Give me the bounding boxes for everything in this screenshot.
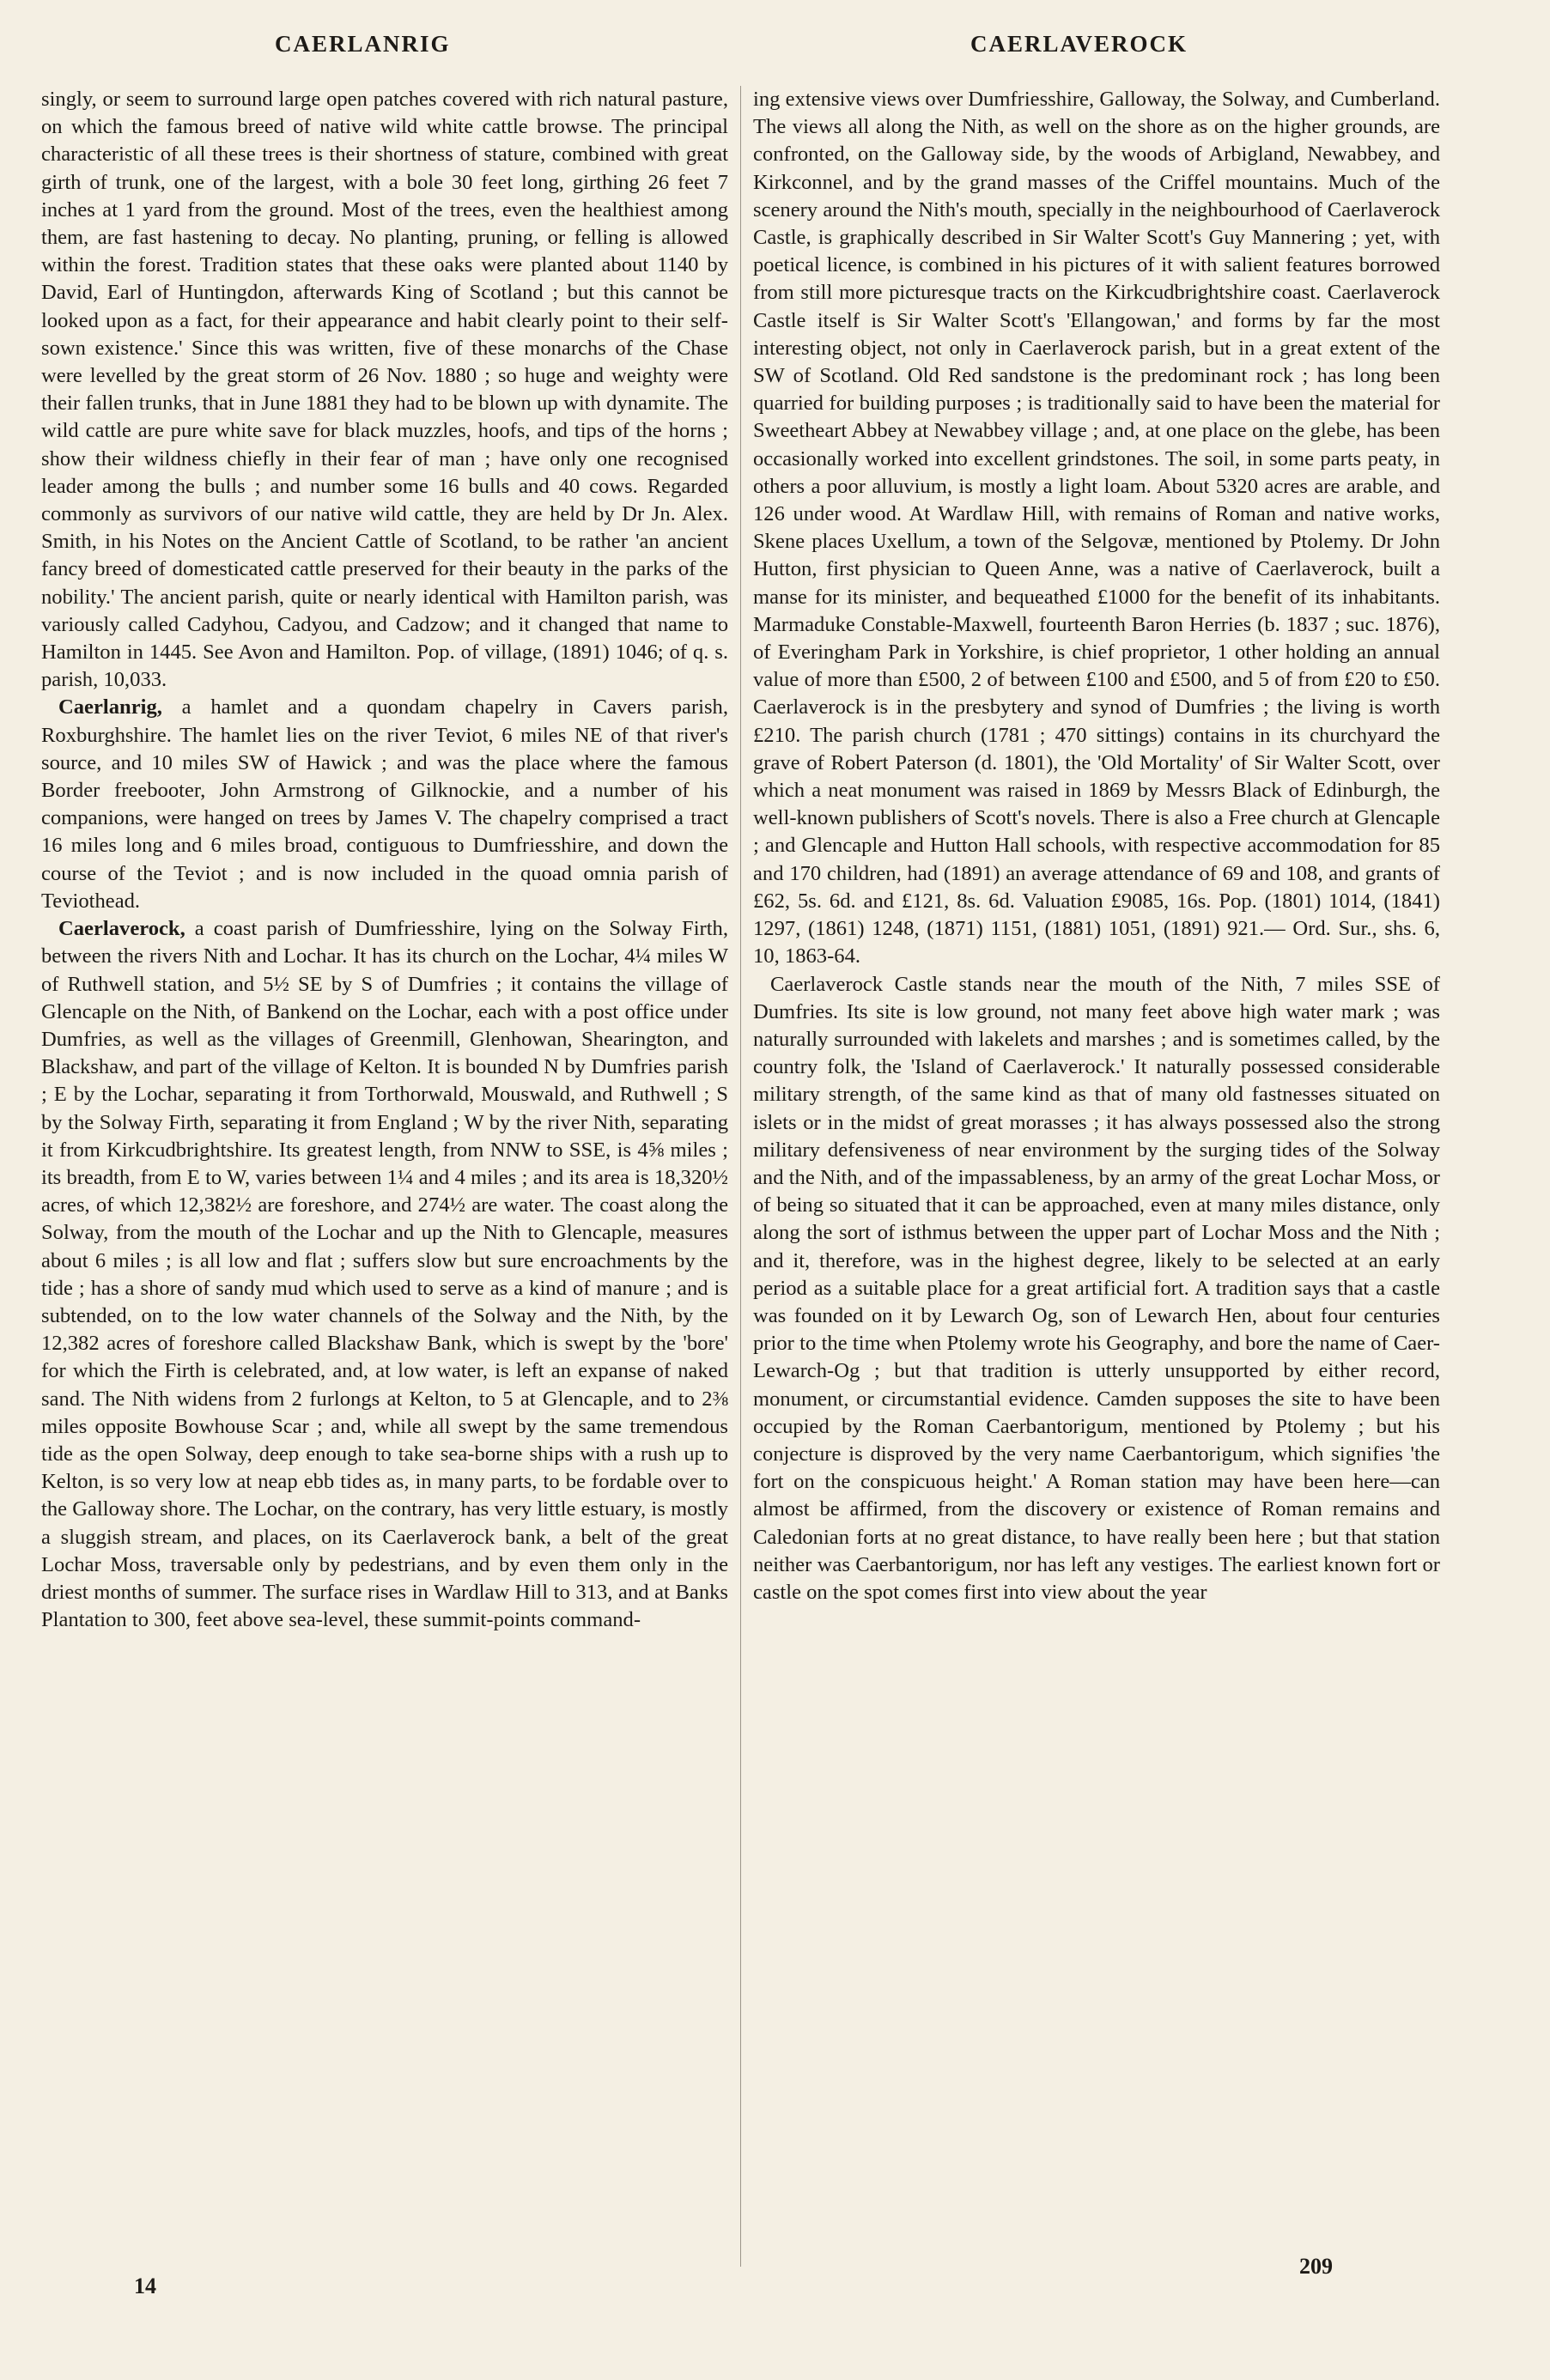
right-column (753, 86, 1440, 1606)
entry-text: a hamlet and a quondam chapelry in Cavers parish, Roxburghshire. The hamlet lies on the river Teviot, 6 miles NE of that river's source, and 10 miles SW of Hawick ; and was the place where the famous Border freebooter, John Armstrong of Gilknockie, and a number of his companions, were hanged on trees by James V. The chapelry comprised a tract 16 miles long and 6 miles broad, contiguous to Dumfriesshire, and down the course of the Teviot ; and is now included in the quoad omnia parish of Teviothead. (41, 695, 728, 913)
entry-headword: Caerlanrig, (58, 695, 162, 719)
entry-caerlanrig (41, 694, 728, 915)
left-column (41, 86, 728, 1634)
signature-mark: 14 (134, 2274, 156, 2298)
running-head-left: CAERLANRIG (275, 31, 451, 57)
paragraph: singly, or seem to surround large open patches covered with rich natural pasture, on which the famous breed of native wild white cattle browse. The principal characteristic of all these trees is their shortness of stature, combined with great girth of trunk, one of the largest, with a bole 30 feet long, girthing 26 feet 7 inches at 1 yard from the ground. Most of the trees, even the healthiest among them, are fast hastening to decay. No planting, pruning, or felling is allowed within the forest. Tradition states that these oaks were planted about 1140 by David, Earl of Huntingdon, afterwards King of Scotland ; but this cannot be looked upon as a fact, for their appearance and habit clearly point to their self-sown existence.' Since this was written, five of these monarchs of the Chase were levelled by the great storm of 26 Nov. 1880 ; so huge and weighty were their fallen trunks, that in June 1881 they had to be blown up with dynamite. The wild cattle are pure white save for black muzzles, hoofs, and tips of the horns ; show their wildness chiefly in their fear of man ; have only one recognised leader among the bulls ; and number some 16 bulls and 40 cows. Regarded commonly as survivors of our native wild cattle, they are held by Dr Jn. Alex. Smith, in his Notes on the Ancient Cattle of Scotland, to be rather 'an ancient fancy breed of domesticated cattle preserved for their beauty in the parks of the nobility.' The ancient parish, quite or nearly identical with Hamilton parish, was variously called Cadyhou, Cadyou, and Cadzow; and it changed that name to Hamilton in 1445. See Avon and Hamilton. Pop. of village, (1891) 1046; of q. s. parish, 10,033. (41, 88, 728, 692)
entry-text: a coast parish of Dumfriesshire, lying on the Solway Firth, between the rivers Nith and Lochar. It has its church on the Lochar, 4¼ miles W of Ruthwell station, and 5½ SE by S of Dumfries ; it contains the village of Glencaple on the Nith, of Bankend on the Lochar, each with a post office under Dumfries, as well as the villages of Greenmill, Glenhowan, Shearington, and Blackshaw, and part of the village of Kelton. It is bounded N by Dumfries parish ; E by the Lochar, separating it from Torthorwald, Mouswald, and Ruthwell ; S by the Solway Firth, separating it from England ; W by the river Nith, separating it from Kirkcudbrightshire. Its greatest length, from NNW to SSE, is 4⅝ miles ; its breadth, from E to W, varies between 1¼ and 4 miles ; and its area is 18,320½ acres, of which 12,382½ are foreshore, and 274½ are water. The coast along the Solway, from the mouth of the Lochar and up the Nith to Glencaple, measures about 6 miles ; is all low and flat ; suffers slow but sure encroachments by the tide ; has a shore of sandy mud which used to serve as a kind of manure ; and is subtended, on to the low water channels of the Solway and the Nith, by the 12,382 acres of foreshore called Blackshaw Bank, which is swept by the 'bore' for which the Firth is celebrated, and, at low water, is left an expanse of naked sand. The Nith widens from 2 furlongs at Kelton, to 5 at Glencaple, and to 2⅜ miles opposite Bowhouse Scar ; and, while all swept by the same tremendous tide as the open Solway, deep enough to take sea-borne ships with a rush up to Kelton, is so very low at neap ebb tides as, in many parts, to be fordable over to the Galloway shore. The Lochar, on the contrary, has very little estuary, is mostly a sluggish stream, and places, on its Caerlaverock bank, a belt of the great Lochar Moss, traversable only by pedestrians, and by even them only in the driest months of summer. The surface rises in Wardlaw Hill to 313, and at Banks Plantation to 300, feet above sea-level, these summit-points command- (41, 917, 728, 1632)
entry-caerlaverock (41, 915, 728, 1634)
running-head-right: CAERLAVEROCK (970, 31, 1188, 57)
paragraph: Caerlaverock Castle stands near the mouth of the Nith, 7 miles SSE of Dumfries. Its site is low ground, not many feet above high water mark ; was naturally surrounded with lakelets and marshes ; and is sometimes called, by the country folk, the 'Island of Caerlaverock.' It naturally possessed considerable military strength, of the same kind as that of many old fastnesses situated on islets or in the midst of great morasses ; it has always possessed also the strong military defensiveness of near environment by the surging tides of the Solway and the Nith, and of the impassableness, by an army of the great Lochar Moss, or of being so situated that it can be approached, even at many miles distance, only along the sort of isthmus between the upper part of Lochar Moss and the Nith ; and it, therefore, was in the highest degree, likely to be selected at an early period as a suitable place for a great artificial fort. A tradition says that a castle was founded on it by Lewarch Og, son of Lewarch Hen, about four centuries prior to the time when Ptolemy wrote his Geography, and bore the name of Caer-Lewarch-Og ; but that tradition is utterly unsupported by either record, monument, or circumstantial evidence. Camden supposes the site to have been occupied by the Roman Caerbantorigum, mentioned by Ptolemy ; but his conjecture is disproved by the very name Caerbantorigum, which signifies 'the fort on the conspicuous height.' A Roman station may have been here—can almost be affirmed, from the discovery or existence of Roman remains and Caledonian forts at no great distance, to have really been here ; but that station neither was Caerbantorigum, nor has left any vestiges. The earliest known fort or castle on the spot comes first into view about the year (753, 972, 1440, 1604)
entry-headword: Caerlaverock, (58, 917, 185, 941)
column-divider (740, 86, 741, 2267)
paragraph: ing extensive views over Dumfriesshire, Galloway, the Solway, and Cumberland. The views all along the Nith, as well on the shore as on the higher grounds, are confronted, on the Galloway side, by the woods of Arbigland, Newabbey, and Kirkconnel, and by the grand masses of the Criffel mountains. Much of the scenery around the Nith's mouth, specially in the neighbourhood of Caerlaverock Castle, is graphically described in Sir Walter Scott's Guy Mannering ; yet, with poetical licence, is combined in his pictures of it with salient features borrowed from still more picturesque tracts on the Kirkcudbrightshire coast. Caerlaverock Castle itself is Sir Walter Scott's 'Ellangowan,' and forms by far the most interesting object, not only in Caerlaverock parish, but in a great extent of the SW of Scotland. Old Red sandstone is the predominant rock ; has long been quarried for building purposes ; is traditionally said to have been the material for Sweetheart Abbey at Newabbey village ; and, at one place on the glebe, has been occasionally worked into excellent grindstones. The soil, in some parts peaty, in others a poor alluvium, is mostly a light loam. About 5320 acres are arable, and 126 under wood. At Wardlaw Hill, with remains of Roman and native works, Skene places Uxellum, a town of the Selgovæ, mentioned by Ptolemy. Dr John Hutton, first physician to Queen Anne, was a native of Caerlaverock, built a manse for its minister, and bequeathed £1000 for the benefit of its inhabitants. Marmaduke Constable-Maxwell, fourteenth Baron Herries (b. 1837 ; suc. 1876), of Everingham Park in Yorkshire, is chief proprietor, 1 other holding an annual value of more than £500, 2 of between £100 and £500, and 5 of from £20 to £50. Caerlaverock is in the presbytery and synod of Dumfries ; the living is worth £210. The parish church (1781 ; 470 sittings) contains in its churchyard the grave of Robert Paterson (d. 1801), the 'Old Mortality' of Sir Walter Scott, over which a neat monument was raised in 1869 by Messrs Black of Edinburgh, the well-known publishers of Scott's novels. There is also a Free church at Glencaple ; and Glencaple and Hutton Hall schools, with respective accommodation for 85 and 170 children, had (1891) an average attendance of 69 and 108, and grants of £62, 5s. 6d. and £121, 8s. 6d. Valuation £9085, 16s. Pop. (1801) 1014, (1841) 1297, (1861) 1248, (1871) 1151, (1881) 1051, (1891) 921.— Ord. Sur., shs. 6, 10, 1863-64. (753, 88, 1440, 968)
page-header (41, 31, 1509, 74)
page-number: 209 (1299, 2254, 1333, 2279)
